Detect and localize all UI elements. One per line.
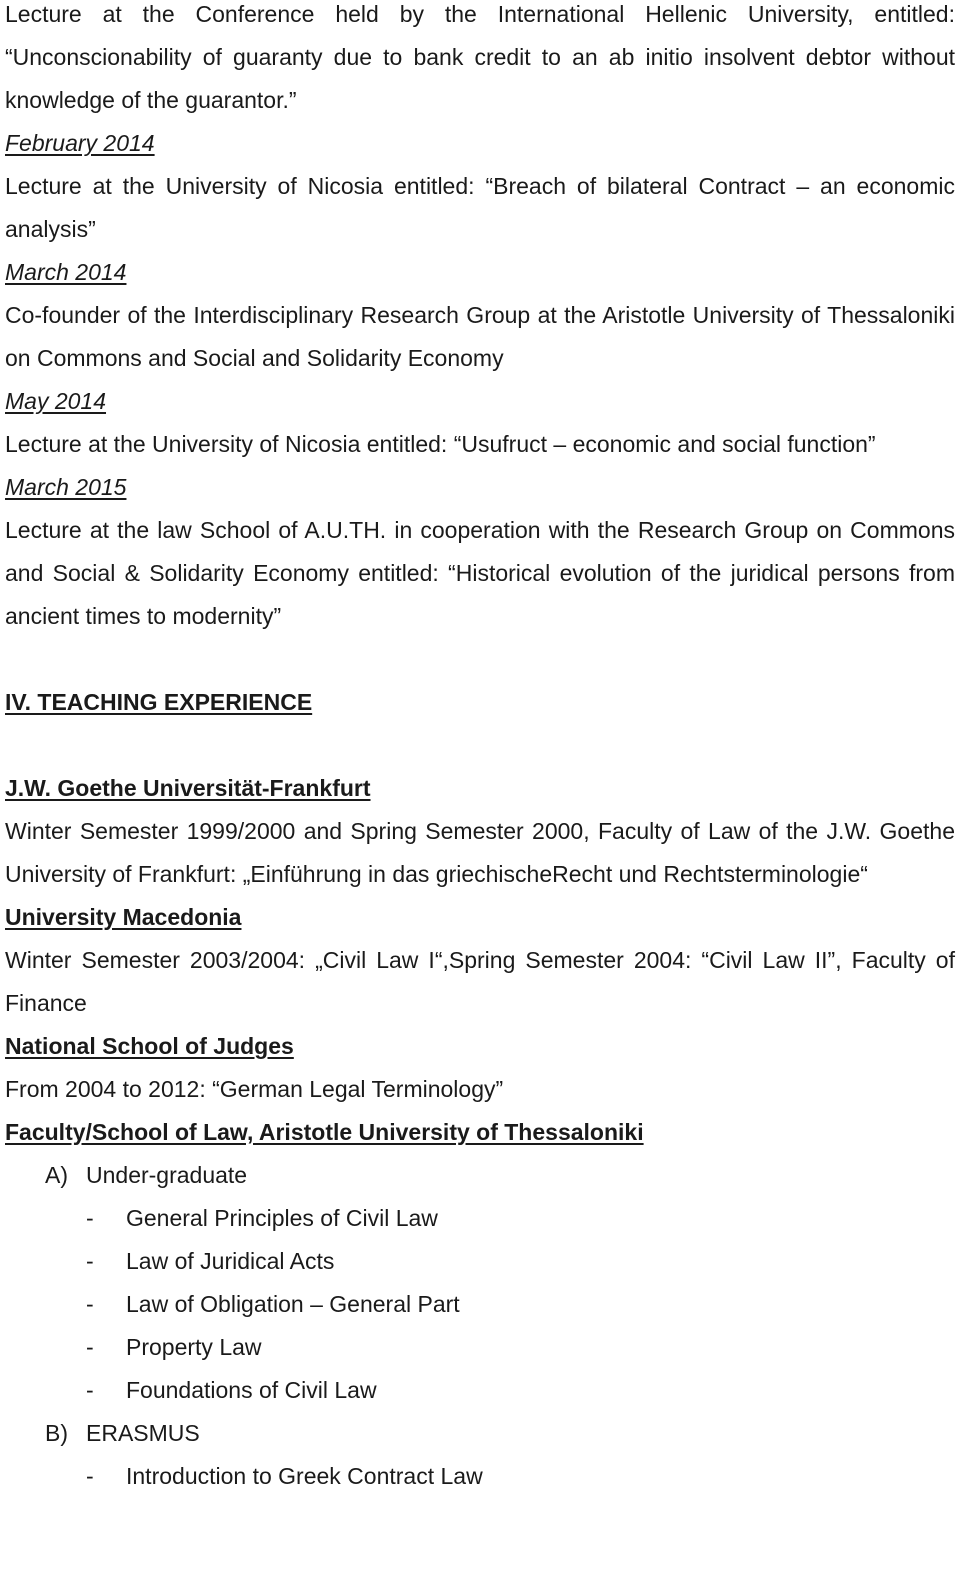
institution-heading: University Macedonia <box>5 904 242 930</box>
institution-heading: J.W. Goethe Universität-Frankfurt <box>5 775 371 801</box>
group-marker: A) <box>45 1162 68 1188</box>
conference-entry-text: Lecture at the University of Nicosia entitled: “Usufruct – economic and social function” <box>5 431 876 457</box>
entry-date: March 2015 <box>5 474 127 500</box>
teaching-entry-text: Winter Semester 2003/2004: „Civil Law I“,Spring Semester 2004: “Civil Law II”, Faculty of Finance <box>5 947 955 1016</box>
list-item <box>5 1455 955 1498</box>
list-item <box>5 1326 955 1369</box>
group-label: ERASMUS <box>86 1420 200 1446</box>
spacer <box>5 638 955 681</box>
conference-entry-text: Lecture at the Conference held by the International Hellenic University, entitled: “Unconscionability of guaranty due to bank credit to an ab initio insolvent debtor without knowledge of the guarantor.” <box>5 1 955 113</box>
dash-marker: - <box>86 1291 94 1317</box>
course-name: Property Law <box>126 1334 262 1360</box>
dash-marker: - <box>86 1248 94 1274</box>
section-heading: IV. TEACHING EXPERIENCE <box>5 689 313 715</box>
dash-marker: - <box>86 1334 94 1360</box>
document-page <box>5 0 955 1498</box>
conference-entry-text: Co-founder of the Interdisciplinary Research Group at the Aristotle University of Thessaloniki on Commons and Social and Solidarity Economy <box>5 302 955 371</box>
entry-date: March 2014 <box>5 259 127 285</box>
course-group <box>5 1412 955 1455</box>
course-group <box>5 1154 955 1197</box>
group-label: Under-graduate <box>86 1162 248 1188</box>
institution-heading: Faculty/School of Law, Aristotle University of Thessaloniki <box>5 1119 644 1145</box>
spacer <box>5 724 955 767</box>
list-item <box>5 1240 955 1283</box>
teaching-entry-text: Winter Semester 1999/2000 and Spring Semester 2000, Faculty of Law of the J.W. Goethe University of Frankfurt: „Einführung in das griechischeRecht und Rechtsterminologie“ <box>5 818 955 887</box>
entry-date: May 2014 <box>5 388 107 414</box>
conference-entry-text: Lecture at the law School of A.U.TH. in cooperation with the Research Group on Commons and Social & Solidarity Economy entitled: “Historical evolution of the juridical persons from ancient times to modernity” <box>5 517 955 629</box>
course-name: Introduction to Greek Contract Law <box>126 1463 483 1489</box>
list-item <box>5 1197 955 1240</box>
dash-marker: - <box>86 1463 94 1489</box>
course-name: Foundations of Civil Law <box>126 1377 377 1403</box>
conference-entry-text: Lecture at the University of Nicosia entitled: “Breach of bilateral Contract – an economic analysis” <box>5 173 955 242</box>
group-marker: B) <box>45 1420 68 1446</box>
entry-date: February 2014 <box>5 130 155 156</box>
course-name: Law of Juridical Acts <box>126 1248 335 1274</box>
dash-marker: - <box>86 1377 94 1403</box>
list-item <box>5 1369 955 1412</box>
list-item <box>5 1283 955 1326</box>
dash-marker: - <box>86 1205 94 1231</box>
course-list <box>5 1154 955 1498</box>
institution-heading: National School of Judges <box>5 1033 294 1059</box>
course-name: General Principles of Civil Law <box>126 1205 438 1231</box>
teaching-entry-text: From 2004 to 2012: “German Legal Terminology” <box>5 1076 504 1102</box>
course-name: Law of Obligation – General Part <box>126 1291 460 1317</box>
